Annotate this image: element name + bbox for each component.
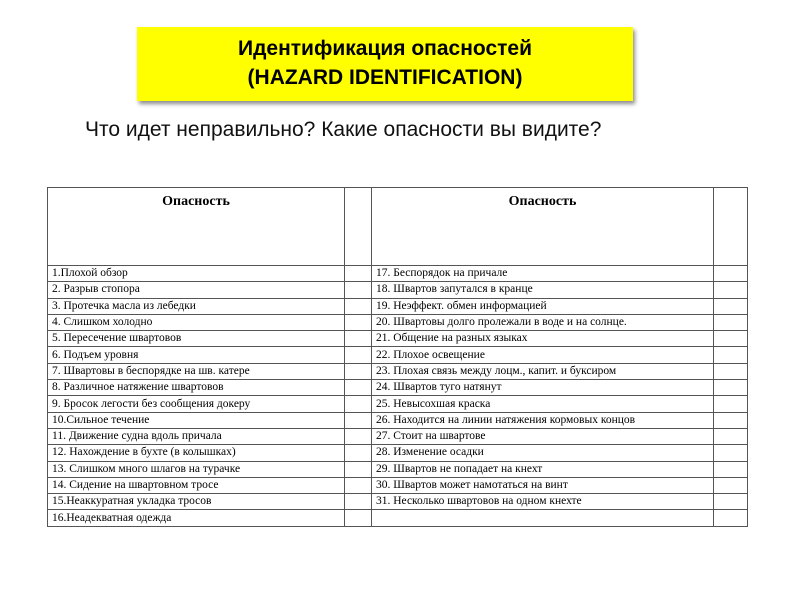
hazard-cell-left: 3. Протечка масла из лебедки xyxy=(48,298,345,314)
mark-cell-left xyxy=(345,266,372,282)
table-row xyxy=(48,494,748,510)
hazard-cell-right: 23. Плохая связь между лоцм., капит. и буксиром xyxy=(372,363,714,379)
mark-cell-right xyxy=(714,298,748,314)
mark-cell-right xyxy=(714,396,748,412)
hazard-cell-left: 15.Неаккуратная укладка тросов xyxy=(48,494,345,510)
hazard-table xyxy=(47,187,748,527)
header-mark-left xyxy=(345,188,372,266)
hazard-cell-right: 27. Стоит на швартове xyxy=(372,428,714,444)
mark-cell-left xyxy=(345,380,372,396)
mark-cell-left xyxy=(345,445,372,461)
title-line-1: Идентификация опасностей xyxy=(237,37,533,60)
hazard-cell-left: 14. Сидение на швартовном тросе xyxy=(48,477,345,493)
hazard-cell-right: 29. Швартов не попадает на кнехт xyxy=(372,461,714,477)
mark-cell-left xyxy=(345,347,372,363)
mark-cell-left xyxy=(345,282,372,298)
mark-cell-left xyxy=(345,314,372,330)
table-row xyxy=(48,380,748,396)
mark-cell-right xyxy=(714,347,748,363)
mark-cell-right xyxy=(714,445,748,461)
table-row xyxy=(48,331,748,347)
hazard-cell-left: 6. Подъем уровня xyxy=(48,347,345,363)
hazard-cell-left: 1.Плохой обзор xyxy=(48,266,345,282)
header-hazard-right: Опасность xyxy=(372,188,714,266)
title-box xyxy=(137,27,633,101)
hazard-cell-right: 18. Швартов запутался в кранце xyxy=(372,282,714,298)
mark-cell-left xyxy=(345,494,372,510)
mark-cell-right xyxy=(714,412,748,428)
table-row xyxy=(48,461,748,477)
hazard-cell-left: 11. Движение судна вдоль причала xyxy=(48,428,345,444)
table-row xyxy=(48,477,748,493)
table-row xyxy=(48,282,748,298)
mark-cell-right xyxy=(714,461,748,477)
mark-cell-right xyxy=(714,477,748,493)
mark-cell-left xyxy=(345,477,372,493)
table-row xyxy=(48,314,748,330)
hazard-cell-left: 2. Разрыв стопора xyxy=(48,282,345,298)
hazard-cell-left: 12. Нахождение в бухте (в колышках) xyxy=(48,445,345,461)
hazard-cell-right: 21. Общение на разных языках xyxy=(372,331,714,347)
mark-cell-right xyxy=(714,428,748,444)
hazard-cell-right xyxy=(372,510,714,526)
mark-cell-right xyxy=(714,363,748,379)
mark-cell-left xyxy=(345,331,372,347)
hazard-cell-left: 5. Пересечение швартовов xyxy=(48,331,345,347)
table-row xyxy=(48,363,748,379)
hazard-cell-left: 9. Бросок легости без сообщения докеру xyxy=(48,396,345,412)
header-hazard-left: Опасность xyxy=(48,188,345,266)
hazard-cell-left: 7. Швартовы в беспорядке на шв. катере xyxy=(48,363,345,379)
table-header-row xyxy=(48,188,748,266)
hazard-cell-right: 19. Неэффект. обмен информацией xyxy=(372,298,714,314)
table-row xyxy=(48,266,748,282)
mark-cell-left xyxy=(345,298,372,314)
mark-cell-left xyxy=(345,428,372,444)
hazard-cell-right: 30. Швартов может намотаться на винт xyxy=(372,477,714,493)
mark-cell-right xyxy=(714,314,748,330)
mark-cell-right xyxy=(714,266,748,282)
hazard-cell-left: 4. Слишком холодно xyxy=(48,314,345,330)
mark-cell-right xyxy=(714,282,748,298)
table-row xyxy=(48,428,748,444)
hazard-cell-right: 17. Беспорядок на причале xyxy=(372,266,714,282)
mark-cell-right xyxy=(714,510,748,526)
mark-cell-right xyxy=(714,331,748,347)
hazard-cell-right: 24. Швартов туго натянут xyxy=(372,380,714,396)
hazard-cell-left: 16.Неадекватная одежда xyxy=(48,510,345,526)
mark-cell-right xyxy=(714,380,748,396)
header-mark-right xyxy=(714,188,748,266)
table-row xyxy=(48,412,748,428)
hazard-cell-right: 26. Находится на линии натяжения кормовых концов xyxy=(372,412,714,428)
mark-cell-left xyxy=(345,396,372,412)
hazard-cell-right: 31. Несколько швартовов на одном кнехте xyxy=(372,494,714,510)
table-row xyxy=(48,347,748,363)
table-row xyxy=(48,510,748,526)
question-text: Что идет неправильно? Какие опасности вы видите? xyxy=(85,118,602,141)
hazard-cell-left: 10.Сильное течение xyxy=(48,412,345,428)
mark-cell-left xyxy=(345,461,372,477)
mark-cell-left xyxy=(345,363,372,379)
hazard-cell-right: 22. Плохое освещение xyxy=(372,347,714,363)
hazard-cell-left: 13. Слишком много шлагов на турачке xyxy=(48,461,345,477)
mark-cell-left xyxy=(345,412,372,428)
table-row xyxy=(48,298,748,314)
hazard-cell-right: 28. Изменение осадки xyxy=(372,445,714,461)
hazard-cell-left: 8. Различное натяжение швартовов xyxy=(48,380,345,396)
mark-cell-right xyxy=(714,494,748,510)
title-line-2: (HAZARD IDENTIFICATION) xyxy=(247,66,523,89)
table-row xyxy=(48,445,748,461)
mark-cell-left xyxy=(345,510,372,526)
hazard-cell-right: 20. Швартовы долго пролежали в воде и на солнце. xyxy=(372,314,714,330)
hazard-cell-right: 25. Невысохшая краска xyxy=(372,396,714,412)
table-row xyxy=(48,396,748,412)
